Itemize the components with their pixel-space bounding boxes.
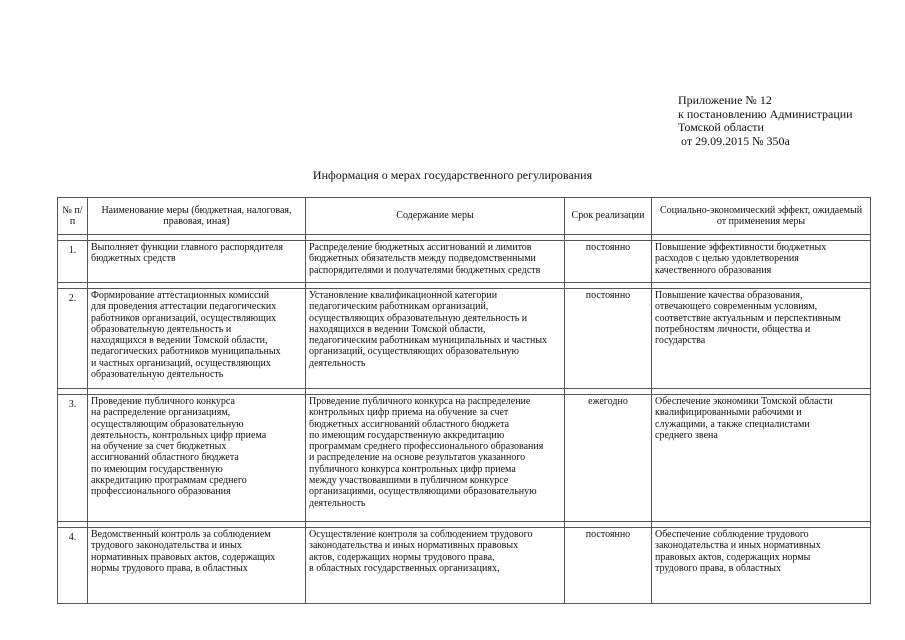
row-num: 1. (58, 241, 88, 283)
document-title: Информация о мерах государственного регулирования (312, 168, 593, 182)
row-term: постоянно (565, 528, 652, 604)
table-row (58, 289, 871, 389)
row-measure-content: Установление квалификационной категории педагогическим работникам организаций, осуществляющих образовательную деятельность и находящихся в ведении Томской области, педагогическим работникам муниципальных и частных организаций, осуществляющих образовательную деятельность (306, 289, 565, 389)
row-num: 2. (58, 289, 88, 389)
row-term: постоянно (565, 289, 652, 389)
header-num: № п/п (58, 198, 88, 235)
row-term: ежегодно (565, 395, 652, 522)
row-term: постоянно (565, 241, 652, 283)
header-name: Наименование меры (бюджетная, налоговая, правовая, иная) (88, 198, 306, 235)
row-effect: Обеспечение соблюдение трудового законодательства и иных нормативных правовых актов, содержащих нормы трудового права, в областных (652, 528, 871, 604)
table-row (58, 395, 871, 522)
row-num: 3. (58, 395, 88, 522)
table-header-row (58, 198, 871, 235)
row-measure-content: Распределение бюджетных ассигнований и лимитов бюджетных обязательств между подведомственными распорядителями и получателями бюджетных средств (306, 241, 565, 283)
appendix-header: Приложение № 12 к постановлению Администрации Томской области от 29.09.2015 № 350а (678, 93, 853, 148)
row-measure-name: Проведение публичного конкурса на распределение организациям, осуществляющим образовательную деятельность, контрольных цифр приема на обучение за счет бюджетных ассигнований областного бюджета по имеющим государственную аккредитацию программам среднего профессионального образования (88, 395, 306, 522)
table-row (58, 241, 871, 283)
row-effect: Повышение качества образования, отвечающего современным условиям, соответствие актуальным и перспективным потребностям личности, общества и государства (652, 289, 871, 389)
row-measure-content: Осуществление контроля за соблюдением трудового законодательства и иных нормативных правовых актов, содержащих нормы трудового права, в областных государственных организациях, (306, 528, 565, 604)
row-num: 4. (58, 528, 88, 604)
header-content: Содержание меры (306, 198, 565, 235)
header-effect: Социально-экономический эффект, ожидаемый от применения меры (652, 198, 871, 235)
row-measure-content: Проведение публичного конкурса на распределение контрольных цифр приема на обучение за счет бюджетных ассигнований областного бюджета по имеющим государственную аккредитацию программам среднего профессионального образования и распределение на основе результатов указанного публичного конкурса контрольных цифр приема между участвовавшими в публичном конкурсе организациями, осуществляющими образовательную деятельность (306, 395, 565, 522)
table-row (58, 528, 871, 604)
row-effect: Обеспечение экономики Томской области квалифицированными рабочими и служащими, а также специалистами среднего звена (652, 395, 871, 522)
row-measure-name: Выполняет функции главного распорядителя бюджетных средств (88, 241, 306, 283)
header-term: Срок реализации (565, 198, 652, 235)
row-measure-name: Формирование аттестационных комиссий для проведения аттестации педагогических работников организаций, осуществляющих образовательную деятельность и находящихся в ведении Томской области, педагогических работников муниципальных и частных организаций, осуществляющих образовательную деятельность (88, 289, 306, 389)
measures-table (57, 197, 871, 604)
row-effect: Повышение эффективности бюджетных расходов с целью удовлетворения качественного образования (652, 241, 871, 283)
row-measure-name: Ведомственный контроль за соблюдением трудового законодательства и иных нормативных правовых актов, содержащих нормы трудового права, в областных (88, 528, 306, 604)
